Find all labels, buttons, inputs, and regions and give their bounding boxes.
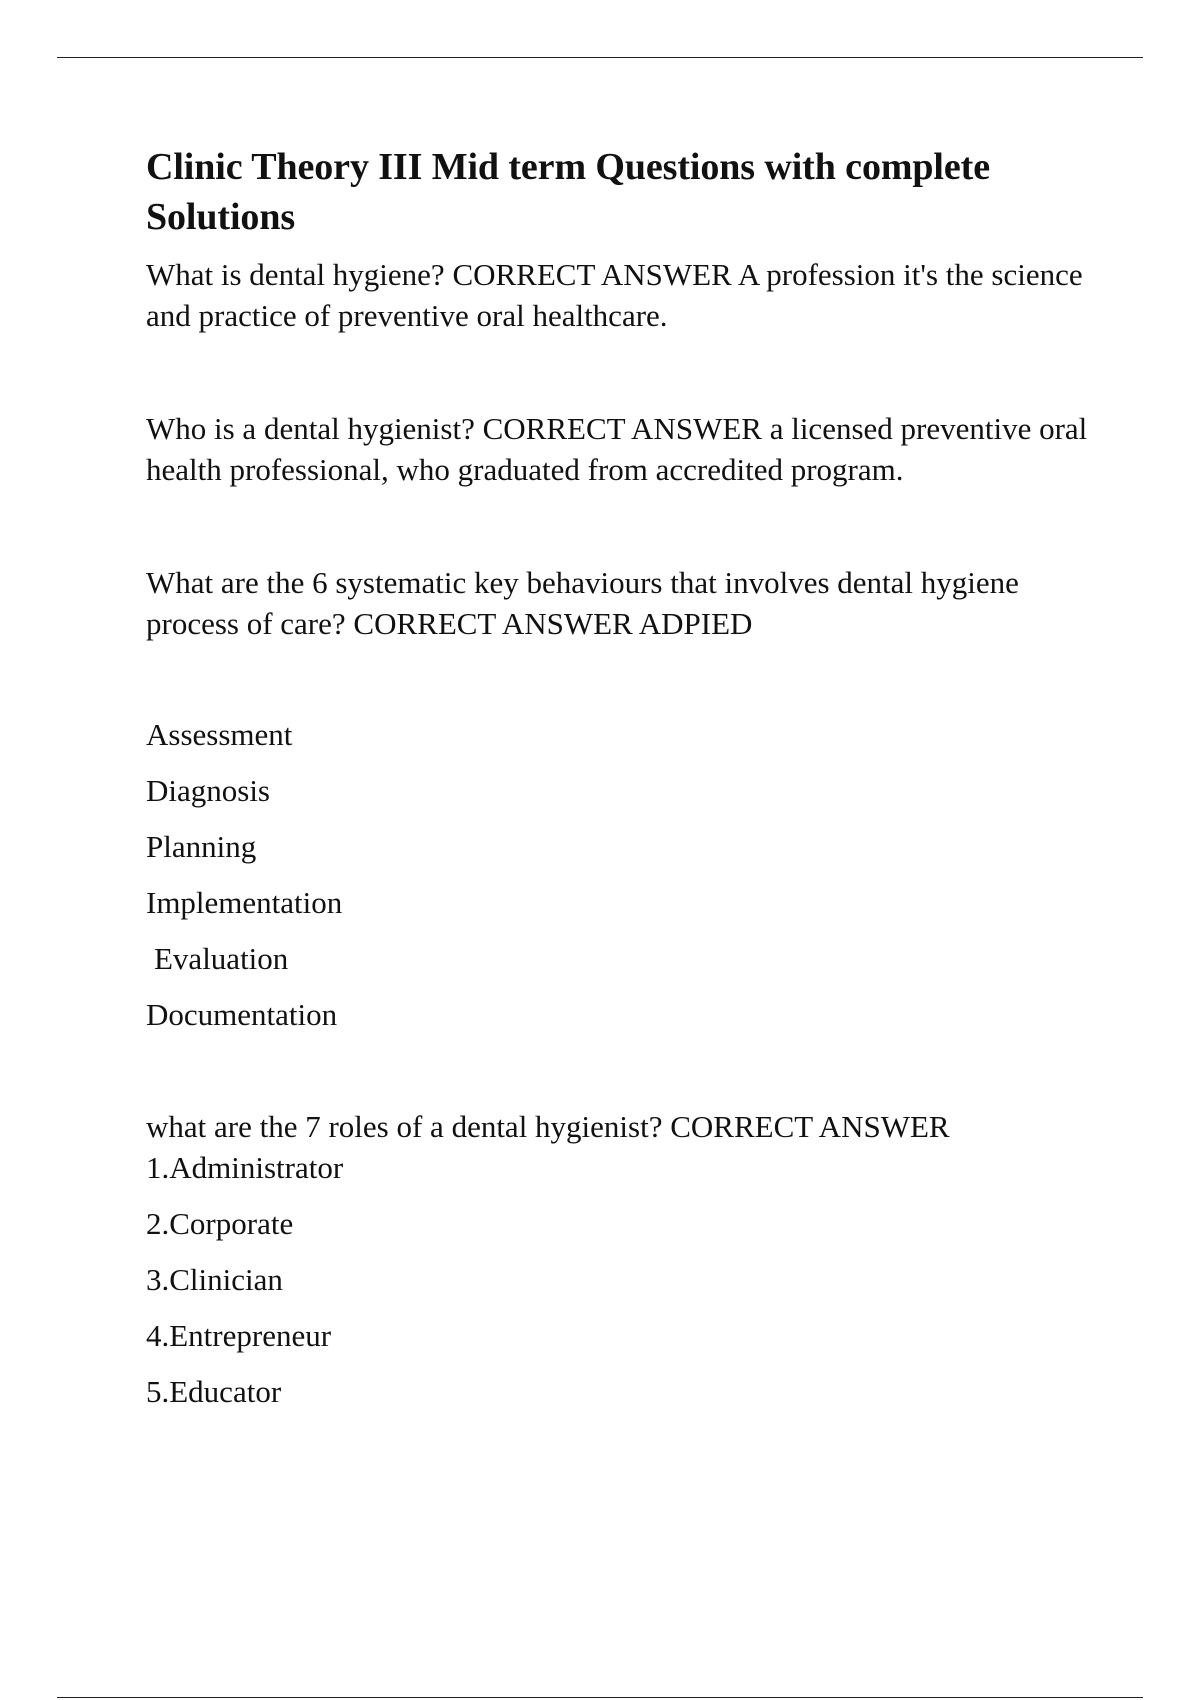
qa-key-behaviours: What are the 6 systematic key behaviours that involves dental hygiene process of care? CORRECT ANSWER ADPIED (146, 565, 1019, 641)
header-rule (57, 57, 1143, 58)
document-title: Clinic Theory III Mid term Questions with complete Solutions (146, 146, 990, 238)
list-item: 1.Administrator (146, 1150, 344, 1185)
list-item: 5.Educator (146, 1374, 282, 1409)
qa-roles-question: what are the 7 roles of a dental hygienist? CORRECT ANSWER (146, 1109, 950, 1144)
document-body (146, 142, 1106, 1427)
list-item: Assessment (146, 717, 293, 752)
footer-rule (57, 1697, 1143, 1698)
qa-dental-hygiene: What is dental hygiene? CORRECT ANSWER A profession it's the science and practice of preventive oral healthcare. (146, 257, 1083, 333)
list-item: Diagnosis (146, 773, 270, 808)
list-item: 4.Entrepreneur (146, 1318, 332, 1353)
list-item: Documentation (146, 997, 338, 1032)
list-item: 3.Clinician (146, 1262, 283, 1297)
roles-list (146, 1147, 1106, 1412)
adpied-list (146, 714, 1106, 1035)
qa-dental-hygienist: Who is a dental hygienist? CORRECT ANSWER a licensed preventive oral health professional, who graduated from accredited program. (146, 411, 1088, 487)
list-item: Evaluation (154, 941, 289, 976)
list-item: Implementation (146, 885, 343, 920)
list-item: 2.Corporate (146, 1206, 294, 1241)
list-item: Planning (146, 829, 257, 864)
